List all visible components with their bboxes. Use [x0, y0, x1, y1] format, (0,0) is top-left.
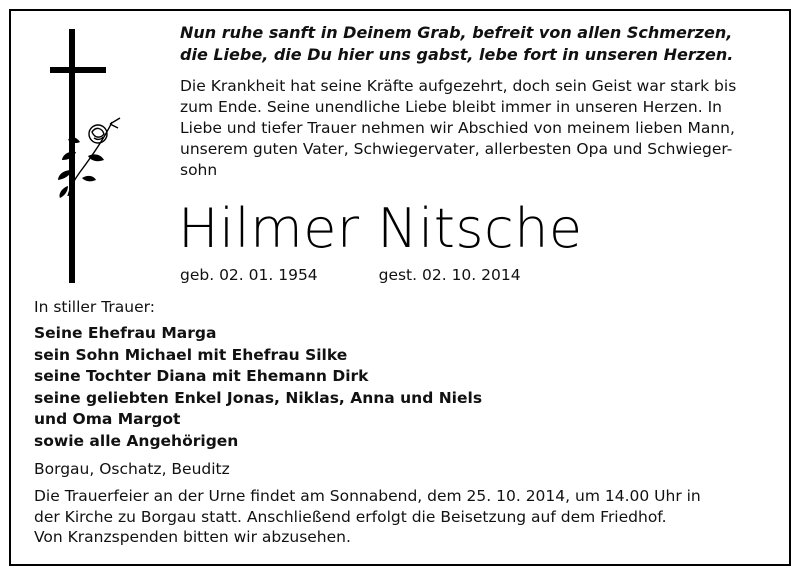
places: Borgau, Oschatz, Beuditz [34, 460, 230, 478]
mourner-item: sein Sohn Michael mit Ehefrau Silke [34, 345, 348, 364]
poem-line: die Liebe, die Du hier uns gabst, lebe fort in unseren Herzen. [180, 45, 734, 64]
intro-line: unserem guten Vater, Schwiegervater, allerbesten Opa und Schwieger- [180, 140, 733, 158]
intro-line: sohn [180, 161, 218, 179]
intro-line: Die Krankheit hat seine Kräfte aufgezehrt, doch sein Geist war stark bis [180, 77, 737, 95]
life-dates [180, 266, 521, 284]
intro-text [180, 76, 770, 181]
mourner-item: Seine Ehefrau Marga [34, 324, 217, 342]
mourner-item: seine geliebten Enkel Jonas, Niklas, Anna und Niels [34, 388, 483, 407]
intro-line: zum Ende. Seine unendliche Liebe bleibt immer in unseren Herzen. In [180, 98, 722, 116]
funeral-line: der Kirche zu Borgau statt. Anschließend erfolgt die Beisetzung auf dem Friedhof. [34, 507, 667, 526]
mourner-item: sowie alle Angehörigen [34, 431, 239, 450]
intro-line: Liebe und tiefer Trauer nehmen wir Abschied von meinem lieben Mann, [180, 119, 735, 137]
funeral-info [34, 486, 774, 548]
death-date: gest. 02. 10. 2014 [378, 266, 521, 284]
birth-date: geb. 02. 01. 1954 [180, 266, 318, 284]
mourners-list [34, 323, 482, 452]
poem-line: Nun ruhe sanft in Deinem Grab, befreit von allen Schmerzen, [180, 23, 733, 42]
funeral-line: Von Kranzspenden bitten wir abzusehen. [34, 528, 351, 546]
rose-icon [50, 112, 130, 202]
mourner-item: und Oma Margot [34, 410, 181, 428]
deceased-name: Hilmer Nitsche [178, 197, 583, 260]
funeral-line: Die Trauerfeier an der Urne findet am Sonnabend, dem 25. 10. 2014, um 14.00 Uhr in [34, 487, 701, 505]
mourning-label: In stiller Trauer: [34, 298, 155, 316]
memorial-poem [180, 22, 780, 66]
mourner-item: seine Tochter Diana mit Ehemann Dirk [34, 367, 369, 385]
